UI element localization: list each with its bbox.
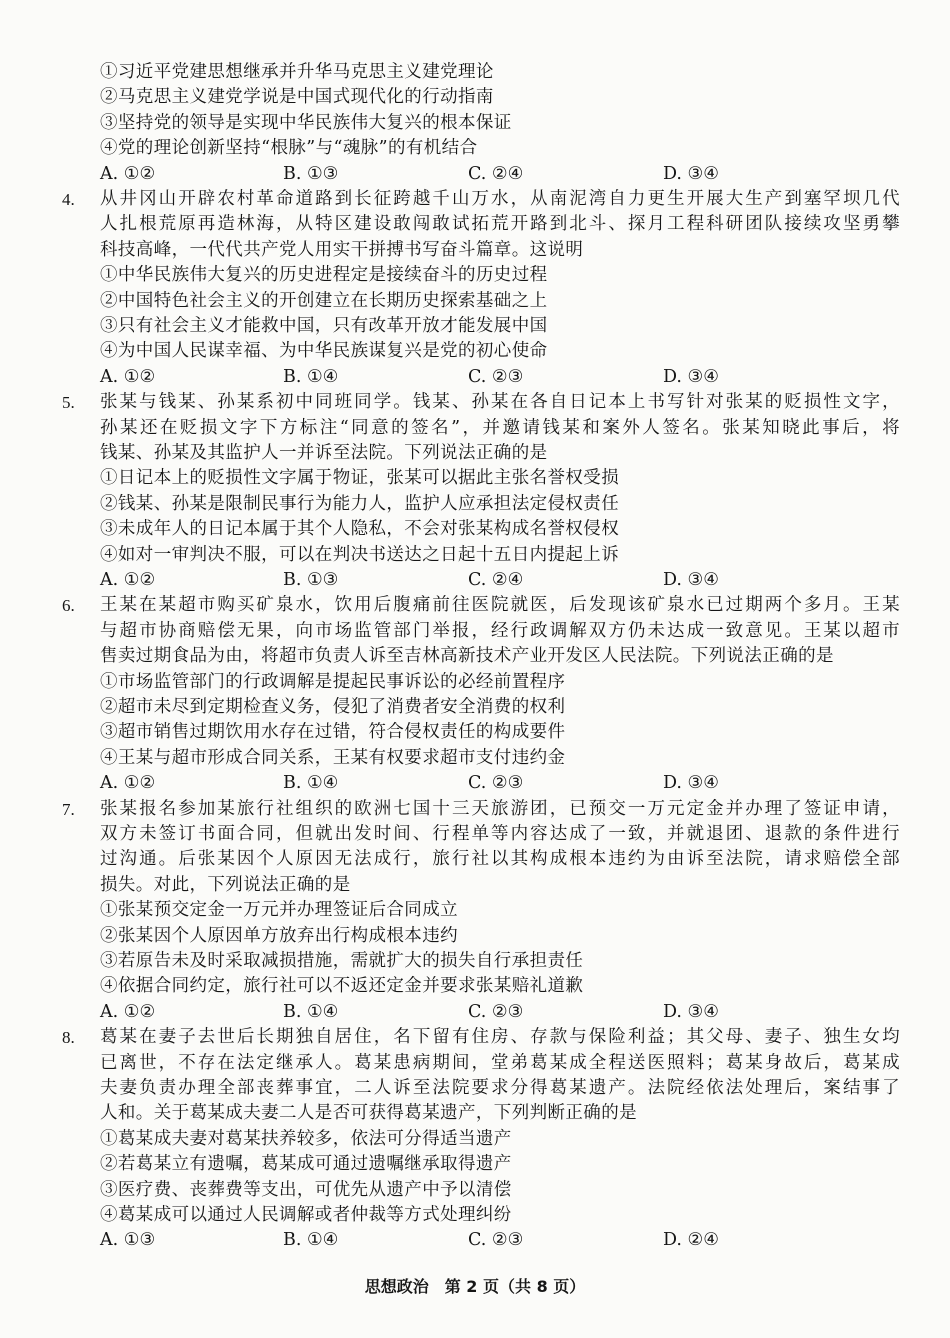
answer-option: C. ②③ <box>468 773 524 794</box>
statement-item: ③医疗费、丧葬费等支出，可优先从遗产中予以清偿 <box>100 1179 512 1200</box>
question-number: 7. <box>62 799 75 819</box>
statement-item: ②中国特色社会主义的开创建立在长期历史探索基础之上 <box>100 290 548 311</box>
statement-item: ④王某与超市形成合同关系，王某有权要求超市支付违约金 <box>100 747 566 768</box>
statement-item: ①习近平党建思想继承并升华马克思主义建党理论 <box>100 62 494 82</box>
question-stem-line: 张某报名参加某旅行社组织的欧洲七国十三天旅游团，已预交一万元定金并办理了签证申请， <box>100 798 900 819</box>
statement-item: ①葛某成夫妻对葛某扶养较多，依法可分得适当遗产 <box>100 1128 512 1149</box>
statement-item: ①张某预交定金一万元并办理签证后合同成立 <box>100 900 458 921</box>
question-stem-line: 科技高峰，一代代共产党人用实干拼搏书写奋斗篇章。这说明 <box>100 239 584 260</box>
statement-item: ②若葛某立有遗嘱，葛某成可通过遗嘱继承取得遗产 <box>100 1154 512 1175</box>
statement-item: ④葛某成可以通过人民调解或者仲裁等方式处理纠纷 <box>100 1205 512 1225</box>
question-stem-line: 双方未签订书面合同，但就出发时间、行程单等内容达成了一致，并就退团、退款的条件进行 <box>100 824 900 844</box>
answer-option: D. ③④ <box>663 366 719 387</box>
answer-option: B. ①④ <box>283 773 339 794</box>
answer-option: A. ①② <box>100 773 156 794</box>
statement-item: ②钱某、孙某是限制民事行为能力人，监护人应承担法定侵权责任 <box>100 493 620 514</box>
question-stem-line: 葛某在妻子去世后长期独自居住，名下留有住房、存款与保险利益；其父母、妻子、独生女均 <box>100 1027 900 1048</box>
answer-option: A. ①② <box>100 1001 156 1022</box>
answer-option: A. ①② <box>100 163 156 184</box>
question-stem-line: 与超市协商赔偿无果，向市场监管部门举报，经行政调解双方仍未达成一致意见。王某以超市 <box>100 620 900 641</box>
statement-item: ①日记本上的贬损性文字属于物证，张某可以据此主张名誉权受损 <box>100 468 620 489</box>
question-stem-line: 人扎根荒原再造林海，从特区建设敢闯敢试拓荒开路到北斗、探月工程科研团队接续攻坚勇攀 <box>100 214 900 235</box>
answer-option: B. ①③ <box>283 163 339 184</box>
answer-option: C. ②③ <box>468 1230 524 1251</box>
answer-option: D. ③④ <box>663 1001 719 1022</box>
question-stem-line: 夫妻负责办理全部丧葬事宜，二人诉至法院要求分得葛某遗产。法院经依法处理后，案结事了 <box>100 1078 900 1098</box>
statement-item: ④为中国人民谋幸福、为中华民族谋复兴是党的初心使命 <box>100 341 548 362</box>
answer-option: A. ①② <box>100 570 156 590</box>
statement-item: ③坚持党的领导是实现中华民族伟大复兴的根本保证 <box>100 112 512 133</box>
question-stem-line: 王某在某超市购买矿泉水，饮用后腹痛前往医院就医，后发现该矿泉水已过期两个多月。王某 <box>100 595 900 616</box>
answer-option: D. ③④ <box>663 163 719 184</box>
page-footer: 思想政治 第 2 页（共 8 页） <box>364 1277 586 1296</box>
statement-item: ②张某因个人原因单方放弃出行构成根本违约 <box>100 925 458 946</box>
answer-option: C. ②③ <box>468 1001 524 1022</box>
statement-item: ④依据合同约定，旅行社可以不返还定金并要求张某赔礼道歉 <box>100 976 584 997</box>
question-stem-line: 孙某还在贬损文字下方标注“同意的签名”，并邀请钱某和案外人签名。张某知晓此事后，将 <box>100 417 900 438</box>
question-stem-line: 售卖过期食品为由，将超市负责人诉至吉林高新技术产业开发区人民法院。下列说法正确的是 <box>100 646 834 667</box>
statement-item: ①中华民族伟大复兴的历史进程定是接续奋斗的历史过程 <box>100 265 548 286</box>
statement-item: ④如对一审判决不服，可以在判决书送达之日起十五日内提起上诉 <box>100 544 620 565</box>
answer-option: B. ①④ <box>283 1001 339 1022</box>
answer-option: D. ③④ <box>663 773 719 794</box>
statement-item: ③未成年人的日记本属于其个人隐私，不会对张某构成名誉权侵权 <box>100 519 620 540</box>
answer-option: A. ①② <box>100 366 156 387</box>
answer-option: B. ①④ <box>283 1230 339 1251</box>
answer-option: B. ①③ <box>283 570 339 590</box>
question-stem-line: 人和。关于葛某成夫妻二人是否可获得葛某遗产，下列判断正确的是 <box>100 1103 637 1124</box>
answer-option: C. ②④ <box>468 163 524 184</box>
statement-item: ②马克思主义建党学说是中国式现代化的行动指南 <box>100 87 494 108</box>
answer-option: D. ③④ <box>663 570 719 590</box>
question-stem-line: 钱某、孙某及其监护人一并诉至法院。下列说法正确的是 <box>100 443 548 463</box>
question-stem-line: 过沟通。后张某因个人原因无法成行，旅行社以其构成根本违约为由诉至法院，请求赔偿全部 <box>100 849 900 870</box>
statement-item: ③若原告未及时采取减损措施，需就扩大的损失自行承担责任 <box>100 951 584 971</box>
question-stem-line: 损失。对此，下列说法正确的是 <box>100 874 351 895</box>
statement-item: ③超市销售过期饮用水存在过错，符合侵权责任的构成要件 <box>100 722 566 743</box>
question-stem-line: 张某与钱某、孙某系初中同班同学。钱某、孙某在各自日记本上书写针对张某的贬损性文字， <box>100 392 900 413</box>
answer-option: A. ①③ <box>100 1230 156 1251</box>
question-number: 8. <box>62 1028 75 1048</box>
question-number: 5. <box>62 393 75 413</box>
statement-item: ①市场监管部门的行政调解是提起民事诉讼的必经前置程序 <box>100 671 566 692</box>
statement-item: ④党的理论创新坚持“根脉”与“魂脉”的有机结合 <box>100 138 478 159</box>
answer-option: C. ②③ <box>468 366 524 387</box>
statement-item: ②超市未尽到定期检查义务，侵犯了消费者安全消费的权利 <box>100 697 566 717</box>
answer-option: C. ②④ <box>468 570 524 590</box>
answer-option: B. ①④ <box>283 366 339 387</box>
answer-option: D. ②④ <box>663 1230 719 1251</box>
question-number: 6. <box>62 596 75 616</box>
question-stem-line: 已离世，不存在法定继承人。葛某患病期间，堂弟葛某成全程送医照料；葛某身故后，葛某成 <box>100 1052 900 1073</box>
statement-item: ③只有社会主义才能救中国，只有改革开放才能发展中国 <box>100 316 548 336</box>
question-number: 4. <box>62 190 75 209</box>
question-stem-line: 从井冈山开辟农村革命道路到长征跨越千山万水，从南泥湾自力更生开展大生产到塞罕坝几代 <box>100 189 900 209</box>
